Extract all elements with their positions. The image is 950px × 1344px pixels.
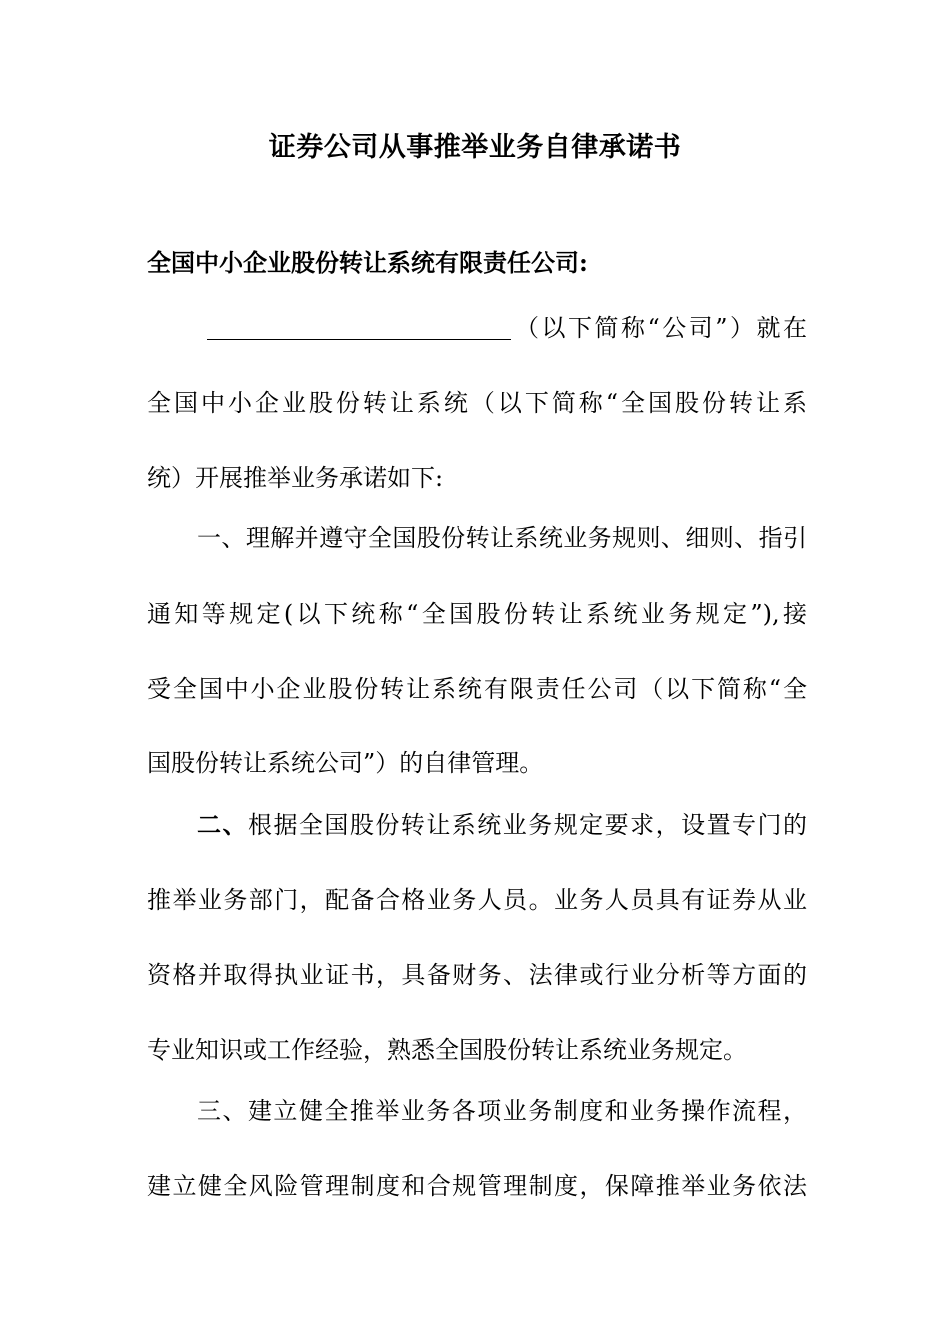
section2-line-3: 资格并取得执业证书，具备财务、法律或行业分析等方面的 — [147, 961, 807, 989]
addressee: 全国中小企业股份转让系统有限责任公司: — [147, 248, 588, 277]
section2-line-2: 推举业务部门，配备合格业务人员。业务人员具有证券从业 — [147, 886, 807, 914]
section1-line-2: 通知等规定(以下统称“全国股份转让系统业务规定”),接 — [147, 600, 807, 628]
section2-number: 二、 — [197, 810, 248, 839]
section1-line-1: 一、理解并遵守全国股份转让系统业务规则、细则、指引 — [197, 524, 807, 552]
section2-line-4: 专业知识或工作经验，熟悉全国股份转让系统业务规定。 — [147, 1036, 747, 1064]
section2-line-1 — [197, 807, 807, 843]
intro-line-1-tail: （以下简称“公司”）就在 — [515, 314, 807, 342]
intro-line-3: 统）开展推举业务承诺如下: — [147, 464, 444, 492]
document-title: 证券公司从事推举业务自律承诺书 — [268, 132, 682, 163]
section1-line-4: 国股份转让系统公司”）的自律管理。 — [147, 749, 544, 777]
section2-first-text: 根据全国股份转让系统业务规定要求，设置专门的 — [247, 811, 808, 839]
section1-line-3: 受全国中小企业股份转让系统有限责任公司（以下简称“全 — [147, 675, 807, 703]
company-name-blank — [207, 339, 511, 340]
section3-line-1: 三、建立健全推举业务各项业务制度和业务操作流程， — [197, 1097, 807, 1125]
section3-line-2: 建立健全风险管理制度和合规管理制度，保障推举业务依法 — [147, 1172, 807, 1200]
intro-line-2: 全国中小企业股份转让系统（以下简称“全国股份转让系 — [147, 389, 807, 417]
